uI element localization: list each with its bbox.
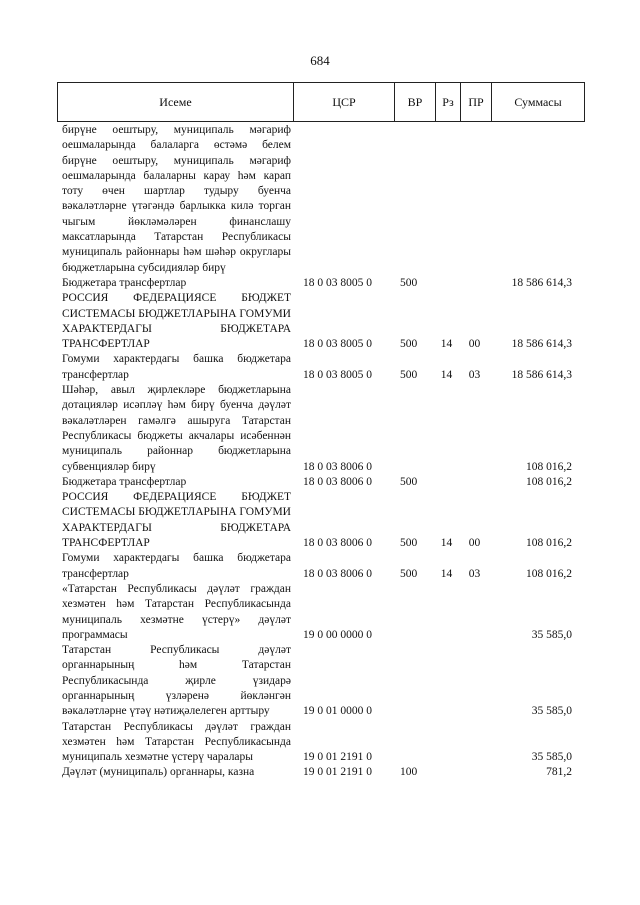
cell-name: Шәһәр, авыл җирлекләре бюджетларына дотацияләр исәпләү һәм бирү буенча дәүләт вәкаләтләрен гамәлгә ашыруга Татарстан Республикасы бюджеты акчалары исәбеннән муниципаль районнар бюджетларына субвенцияләр бирү	[62, 384, 291, 473]
cell-name: Бюджетара трансфертлар	[62, 475, 187, 488]
table-row	[62, 383, 584, 475]
cell-sum: 35 585,0	[531, 705, 572, 718]
cell-name: Гомуми характердагы башка бюджетара трансфертлар	[62, 552, 291, 580]
cell-vr: 500	[400, 537, 418, 550]
cell-csr: 18 0 03 8006 0	[303, 537, 372, 550]
cell-pr: 03	[468, 368, 481, 381]
cell-vr: 500	[400, 276, 418, 289]
cell-sum: 18 586 614,3	[511, 338, 572, 351]
table-row	[62, 276, 584, 291]
header-pr: ПР	[460, 83, 491, 121]
cell-pr: 03	[468, 567, 481, 580]
cell-name: Дәүләт (муниципаль) органнары, казна	[62, 766, 255, 779]
cell-csr: 18 0 03 8005 0	[303, 368, 372, 381]
table-row	[62, 643, 584, 719]
cell-sum: 35 585,0	[531, 628, 572, 641]
cell-csr: 18 0 03 8006 0	[303, 567, 372, 580]
table-row	[62, 352, 584, 383]
cell-sum: 35 585,0	[531, 751, 572, 764]
header-name: Исеме	[159, 94, 192, 109]
table-row	[62, 582, 584, 643]
cell-sum: 108 016,2	[526, 475, 572, 488]
cell-pr: 00	[468, 537, 481, 550]
table-row	[62, 123, 584, 276]
cell-sum: 108 016,2	[526, 567, 572, 580]
cell-name: «Татарстан Республикасы дәүләт граждан хезмәтен һәм Татарстан Республикасында муниципаль хезмәтне үстерү» дәүләт программасы	[62, 582, 291, 641]
cell-csr: 18 0 03 8006 0	[303, 475, 372, 488]
header-vr: ВР	[394, 83, 435, 121]
cell-rz: 14	[440, 567, 453, 580]
cell-name: Татарстан Республикасы дәүләт органнарының һәм Татарстан Республикасында җирле үзидарә органнарының үзләренә йөкләнгән вәкаләтләрне үтәү нәтиҗәлелеген арттыру	[62, 644, 291, 718]
cell-vr: 500	[400, 475, 418, 488]
cell-sum: 108 016,2	[526, 537, 572, 550]
cell-csr: 18 0 03 8005 0	[303, 276, 372, 289]
table-row	[62, 720, 584, 766]
cell-csr: 19 0 01 2191 0	[303, 766, 372, 779]
cell-vr: 500	[400, 567, 418, 580]
cell-sum: 781,2	[546, 766, 572, 779]
cell-csr: 19 0 00 0000 0	[303, 628, 372, 641]
cell-csr: 18 0 03 8006 0	[303, 460, 372, 473]
cell-sum: 108 016,2	[526, 460, 572, 473]
table-row	[62, 291, 584, 352]
cell-name: Гомуми характердагы башка бюджетара трансфертлар	[62, 353, 291, 381]
table-row	[62, 475, 584, 490]
page-number: 684	[310, 53, 330, 68]
cell-vr: 500	[400, 368, 418, 381]
cell-vr: 100	[400, 766, 418, 779]
cell-sum: 18 586 614,3	[511, 368, 572, 381]
cell-name: РОССИЯ ФЕДЕРАЦИЯСЕ БЮДЖЕТ СИСТЕМАСЫ БЮДЖЕТЛАРЫНА ГОМУМИ ХАРАКТЕРДАГЫ БЮДЖЕТАРА ТРАНСФЕРТЛАР	[62, 491, 291, 550]
header-rz: Рз	[435, 83, 460, 121]
table-row	[62, 551, 584, 582]
table-row	[62, 765, 584, 780]
cell-rz: 14	[440, 368, 453, 381]
table-body	[62, 123, 584, 781]
cell-rz: 14	[440, 338, 453, 351]
cell-rz: 14	[440, 537, 453, 550]
table-row	[62, 490, 584, 551]
cell-csr: 19 0 01 0000 0	[303, 705, 372, 718]
cell-name: бирүне оештыру, муниципаль мәгариф оешмаларында балаларга өстәмә белем бирүне оештыру, муниципаль мәгариф оешмаларында балаларны карау һәм карап тоту өчен шартлар тудыру буенча вәкаләтләрне үтәгәндә барлыкка килә торган чыгым йөкләмәләрен финанслашу максатларында Татарстан Республикасы муниципаль районнары һәм шәһәр округлары бюджетларына субсидияләр бирү	[62, 124, 291, 274]
cell-csr: 19 0 01 2191 0	[303, 751, 372, 764]
cell-vr: 500	[400, 338, 418, 351]
cell-name: Бюджетара трансфертлар	[62, 276, 187, 289]
cell-csr: 18 0 03 8005 0	[303, 338, 372, 351]
cell-pr: 00	[468, 338, 481, 351]
cell-name: Татарстан Республикасы дәүләт граждан хезмәтен һәм Татарстан Республикасында муниципаль хезмәтне үстерү чаралары	[62, 720, 291, 764]
cell-sum: 18 586 614,3	[511, 276, 572, 289]
header-sum: Суммасы	[491, 83, 584, 121]
header-csr: ЦСР	[293, 83, 394, 121]
cell-name: РОССИЯ ФЕДЕРАЦИЯСЕ БЮДЖЕТ СИСТЕМАСЫ БЮДЖЕТЛАРЫНА ГОМУМИ ХАРАКТЕРДАГЫ БЮДЖЕТАРА ТРАНСФЕРТЛАР	[62, 292, 291, 351]
table-header	[57, 82, 585, 122]
